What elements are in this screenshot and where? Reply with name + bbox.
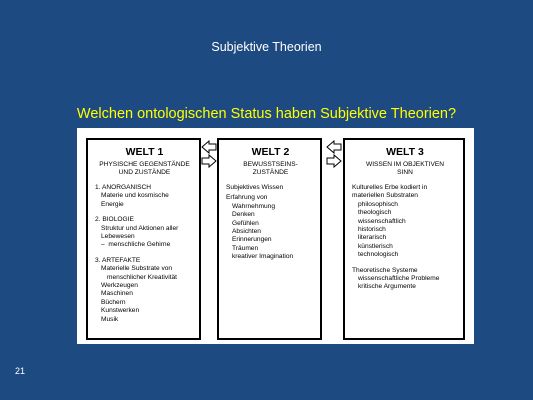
welt1-section-anorganisch: 1. ANORGANISCH [95, 184, 152, 191]
welt1-line: Musik [101, 315, 119, 323]
welt3-title: WELT 3 [386, 146, 424, 158]
welt3-line: technologisch [358, 251, 399, 259]
welt1-line: Maschinen [101, 290, 133, 298]
welt2-subtitle: BEWUSSTSEINS- ZUSTÄNDE [243, 161, 298, 176]
welt2-line: Gefühlen [232, 219, 259, 227]
welt2-box [217, 138, 322, 340]
slide-title: Subjektive Theorien [211, 40, 322, 54]
welt2-title: WELT 2 [251, 146, 290, 158]
welt2-line: Denken [232, 211, 255, 219]
welt2-line: Erfahrung von [226, 194, 268, 202]
double-arrow-icon [326, 140, 342, 168]
welt2-line: Wahrnehmung [232, 202, 276, 210]
welt3-line: Kulturelles Erbe kodiert in [352, 184, 428, 191]
slide-question: Welchen ontologischen Status haben Subjektive Theorien? [76, 106, 457, 122]
welt2-line: Subjektives Wissen [226, 184, 284, 191]
welt3-line: wissenschaftliche Probleme [358, 275, 440, 283]
welt1-line: Struktur und Aktionen aller [101, 224, 179, 232]
welt2-line: Absichten [232, 228, 261, 236]
welt1-line: Energie [101, 200, 124, 208]
welt3-box [343, 138, 465, 340]
welt3-line: historisch [358, 226, 386, 234]
welt1-title: WELT 1 [125, 146, 164, 158]
welt3-line: literarisch [358, 234, 387, 242]
welt1-section-artefakte: 3. ARTEFAKTE [95, 256, 141, 264]
welt2-line: Erinnerungen [232, 236, 272, 244]
welt3-subtitle: WISSEN IM OBJEKTIVEN SINN [365, 161, 445, 176]
double-arrow-icon [201, 140, 217, 168]
welt1-section-biologie: 2. BIOLOGIE [95, 216, 134, 224]
welt3-line: künstlerisch [358, 242, 393, 250]
welt1-line: Lebewesen [101, 233, 135, 241]
welt1-line: Kunstwerken [101, 307, 140, 315]
welt3-line: kritische Argumente [358, 283, 416, 291]
welt1-line: Büchern [101, 298, 126, 306]
welt2-line: kreativer Imagination [232, 253, 294, 261]
welt3-line: wissenschaftlich [358, 217, 406, 225]
three-worlds-figure [77, 128, 474, 344]
welt3-line: theologisch [358, 209, 392, 217]
welt2-line: Träumen [232, 244, 259, 252]
welt1-line: Werkzeugen [101, 282, 138, 290]
welt3-line: philosophisch [358, 200, 398, 208]
welt1-subtitle: PHYSISCHE GEGENSTÄNDE UND ZUSTÄNDE [99, 161, 190, 176]
welt1-line: – menschliche Gehirne [101, 241, 171, 249]
welt1-line: Materie und kosmische [101, 192, 169, 200]
slide-number: 21 [15, 366, 26, 376]
welt1-line: Materielle Substrate von [101, 265, 173, 273]
welt3-line: materiellen Substraten [352, 192, 418, 200]
welt1-box [86, 138, 201, 340]
welt3-line: Theoretische Systeme [352, 266, 418, 274]
welt1-line: menschlicher Kreativität [107, 273, 177, 281]
